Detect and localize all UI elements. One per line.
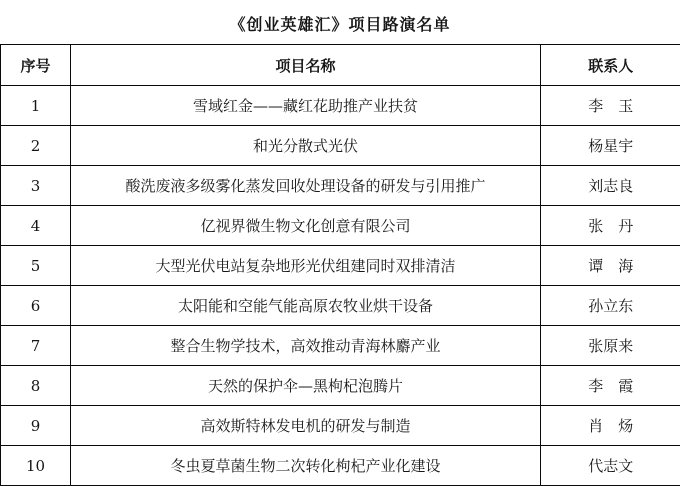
project-name-cell: 高效斯特林发电机的研发与制造 (71, 406, 541, 446)
project-name-cell: 整合生物学技术，高效推动青海林麝产业 (71, 326, 541, 366)
contact-person-cell: 肖 炀 (541, 406, 680, 446)
header-serial-number: 序号 (1, 45, 71, 86)
project-name-cell: 和光分散式光伏 (71, 126, 541, 166)
project-name-cell: 雪域红金——藏红花助推产业扶贫 (71, 86, 541, 126)
serial-number-cell: 5 (1, 246, 71, 286)
table-row (1, 286, 680, 326)
serial-number-cell: 3 (1, 166, 71, 206)
serial-number-cell: 10 (1, 446, 71, 486)
contact-person-cell: 李 玉 (541, 86, 680, 126)
project-name-cell: 大型光伏电站复杂地形光伏组建同时双排清洁 (71, 246, 541, 286)
table-row (1, 206, 680, 246)
table-row (1, 446, 680, 486)
project-name-cell: 酸洗废液多级雾化蒸发回收处理设备的研发与引用推广 (71, 166, 541, 206)
project-name-cell: 冬虫夏草菌生物二次转化枸杞产业化建设 (71, 446, 541, 486)
project-name-cell: 太阳能和空能气能高原农牧业烘干设备 (71, 286, 541, 326)
table-row (1, 86, 680, 126)
project-name-cell: 天然的保护伞—黑枸杞泡腾片 (71, 366, 541, 406)
serial-number-cell: 1 (1, 86, 71, 126)
table-row (1, 326, 680, 366)
serial-number-cell: 6 (1, 286, 71, 326)
contact-person-cell: 张原来 (541, 326, 680, 366)
table-body (1, 86, 680, 486)
table-row (1, 126, 680, 166)
header-row (1, 45, 680, 86)
serial-number-cell: 9 (1, 406, 71, 446)
contact-person-cell: 代志文 (541, 446, 680, 486)
table-row (1, 166, 680, 206)
serial-number-cell: 7 (1, 326, 71, 366)
serial-number-cell: 8 (1, 366, 71, 406)
serial-number-cell: 2 (1, 126, 71, 166)
serial-number-cell: 4 (1, 206, 71, 246)
table-row (1, 246, 680, 286)
contact-person-cell: 孙立东 (541, 286, 680, 326)
contact-person-cell: 张 丹 (541, 206, 680, 246)
header-project-name: 项目名称 (71, 45, 541, 86)
contact-person-cell: 李 霞 (541, 366, 680, 406)
page-title: 《创业英雄汇》项目路演名单 (229, 15, 451, 34)
contact-person-cell: 刘志良 (541, 166, 680, 206)
table-row (1, 366, 680, 406)
table-row (1, 406, 680, 446)
header-contact-person: 联系人 (541, 45, 680, 86)
roadshow-table (0, 44, 680, 486)
project-name-cell: 亿视界微生物文化创意有限公司 (71, 206, 541, 246)
contact-person-cell: 谭 海 (541, 246, 680, 286)
contact-person-cell: 杨星宇 (541, 126, 680, 166)
